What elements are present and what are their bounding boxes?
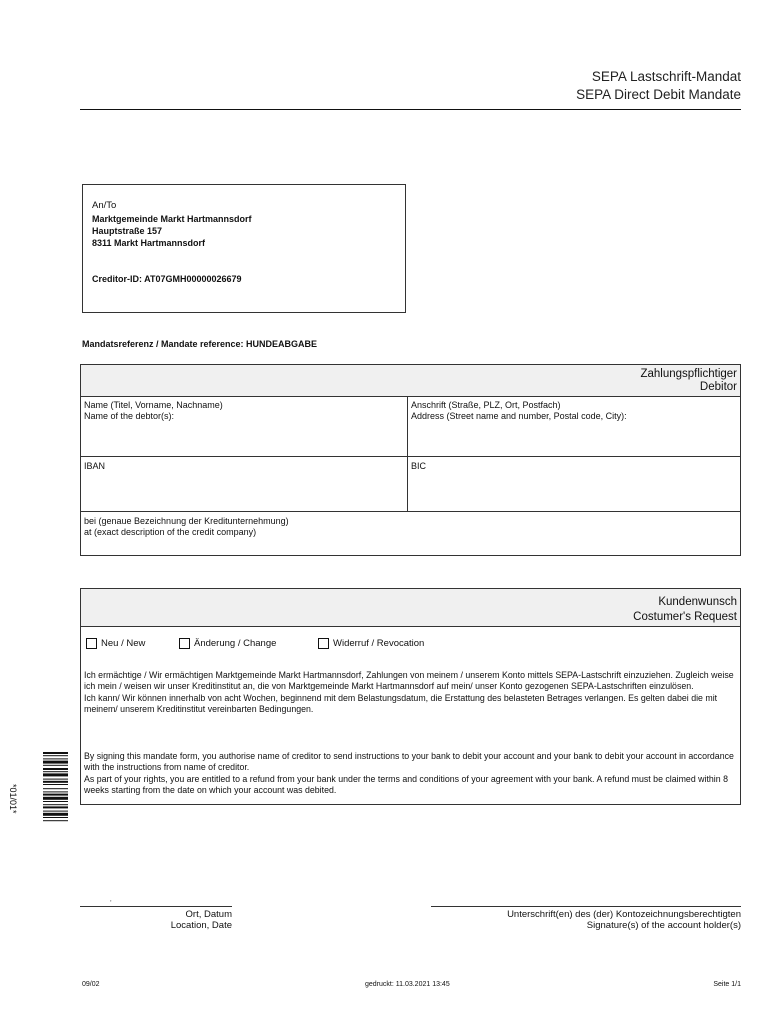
debtor-address-label-english: Address (Street name and number, Postal code, City): [411,411,627,421]
debtor-address-label-german: Anschrift (Straße, PLZ, Ort, Postfach) [411,400,561,410]
bank-label-english: at (exact description of the credit company) [84,527,257,537]
bic-label: BIC [411,461,427,471]
debtor-name-field[interactable] [81,396,408,457]
barcode-icon [43,752,68,847]
debtor-heading-english: Debitor [699,381,737,393]
authorisation-text-german [84,670,736,715]
authorisation-text-english [84,751,736,796]
mandate-reference: Mandatsreferenz / Mandate reference: HUNDEABGABE [82,339,318,349]
authorisation-text-english-2: As part of your rights, you are entitled to a refund from your bank under the terms and conditions of your agreement with your bank. A refund must be claimed within 8 weeks starting from the date on which your account was debited. [84,773,728,795]
bank-field[interactable] [81,512,740,555]
page-number: Seite 1/1 [713,981,741,988]
option-new-checkbox[interactable] [86,638,145,649]
creditor-address [92,213,252,249]
iban-field[interactable] [81,457,408,512]
header-rule [80,109,741,110]
option-change-label: Änderung / Change [194,638,277,649]
creditor-address-box [82,184,406,313]
option-new-label: Neu / New [101,638,146,649]
signature-field[interactable] [431,909,741,931]
customer-request-section [80,588,741,805]
location-date-field[interactable] [80,909,232,931]
title-german: SEPA Lastschrift-Mandat [591,69,741,84]
location-date-label-german: Ort, Datum [185,909,232,920]
checkbox-square-icon [86,638,97,649]
debtor-name-label-german: Name (Titel, Vorname, Nachname) [84,400,223,410]
signature-line [431,906,741,907]
barcode-number: *01/01* [8,784,18,814]
checkbox-square-icon [179,638,190,649]
debtor-heading-german: Zahlungspflichtiger [640,368,737,380]
checkbox-square-icon [318,638,329,649]
bank-label-german: bei (genaue Bezeichnung der Kreditunternehmung) [84,516,289,526]
debtor-heading [81,365,740,397]
authorisation-text-english-1: By signing this mandate form, you authorise name of creditor to send instructions to your bank to debit your account and your bank to debit your account in accordance with the instructions from name of creditor. [84,751,734,773]
location-mark: , [110,897,112,903]
request-heading [81,589,740,627]
authorisation-text-german-1: Ich ermächtige / Wir ermächtigen Marktgemeinde Markt Hartmannsdorf, Zahlungen von meinem / unserem Konto mittels SEPA-Lastschrift einzuziehen. Zugleich weise ich mein / weisen wir unser Kreditinstitut an, die von Marktgemeinde Markt Hartmannsdorf auf mein/ unser Konto gezogenen SEPA-Lastschriften einzulösen. [84,670,734,692]
printed-timestamp: gedruckt: 11.03.2021 13:45 [365,981,450,988]
request-heading-german: Kundenwunsch [658,596,737,608]
debtor-address-field[interactable] [408,396,740,457]
authorisation-text-german-2: Ich kann/ Wir können innerhalb von acht Wochen, beginnend mit dem Belastungsdatum, die Erstattung des belasteten Betrages verlangen. Es gelten dabei die mit meinem/ unserem Kreditinstitut vereinbarten Bedingungen. [84,692,718,714]
signature-label-english: Signature(s) of the account holder(s) [586,920,741,931]
debtor-name-label-english: Name of the debtor(s): [84,411,175,421]
bic-field[interactable] [408,457,740,512]
creditor-id: Creditor-ID: AT07GMH00000026679 [92,274,242,284]
request-heading-english: Costumer's Request [633,611,737,623]
option-change-checkbox[interactable] [179,638,276,649]
signature-label-german: Unterschrift(en) des (der) Kontozeichnungsberechtigten [507,909,741,920]
creditor-street: Hauptstraße 157 [92,226,163,236]
creditor-city: 8311 Markt Hartmannsdorf [92,238,206,248]
location-date-label-english: Location, Date [170,920,232,931]
iban-label: IBAN [84,461,106,471]
option-revocation-label: Widerruf / Revocation [333,638,425,649]
location-date-line [80,906,232,907]
debtor-section [80,364,741,556]
document-title [576,68,741,104]
form-code: 09/02 [82,981,100,988]
title-english: SEPA Direct Debit Mandate [576,87,741,102]
option-revocation-checkbox[interactable] [318,638,424,649]
to-label: An/To [92,200,117,211]
creditor-name: Marktgemeinde Markt Hartmannsdorf [92,214,252,224]
